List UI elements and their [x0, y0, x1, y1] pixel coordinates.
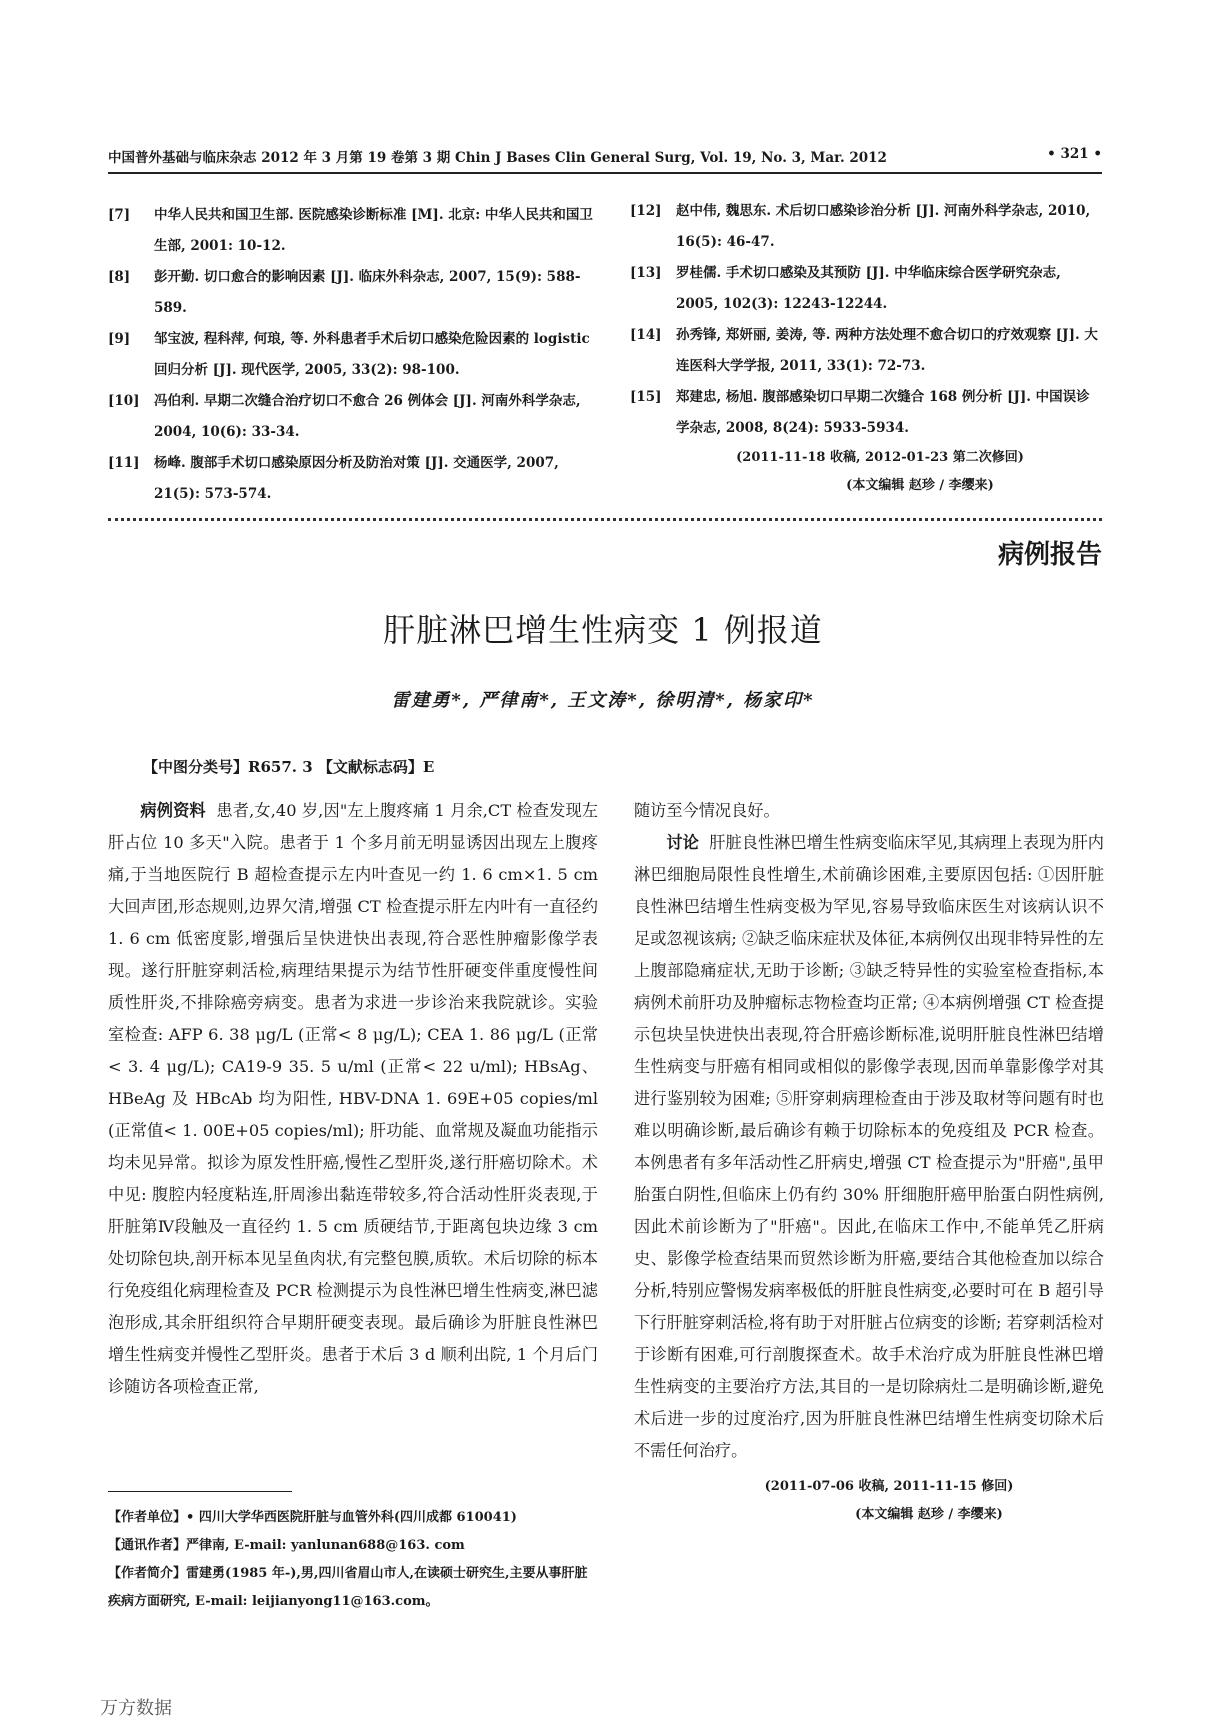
reference-item: [11] 杨峰. 腹部手术切口感染原因分析及防治对策 [J]. 交通医学, 2007, 21(5): 573-574.	[108, 455, 559, 502]
reference-item: [8] 彭开勤. 切口愈合的影响因素 [J]. 临床外科杂志, 2007, 15(9): 588-589.	[108, 269, 581, 316]
authors: 雷建勇*, 严律南*, 王文涛*, 徐明清*, 杨家印*	[391, 690, 815, 711]
reference-item: [15] 郑建忠, 杨旭. 腹部感染切口早期二次缝合 168 例分析 [J]. 中国误诊学杂志, 2008, 8(24): 5933-5934.	[630, 389, 1090, 436]
reference-item: [7] 中华人民共和国卫生部. 医院感染诊断标准 [M]. 北京: 中华人民共和国卫生部, 2001: 10-12.	[108, 207, 593, 254]
body-left-column	[108, 795, 598, 1403]
section-label: 病例报告	[997, 540, 1102, 570]
discussion-heading: 讨论	[666, 833, 699, 852]
editor: (本文编辑 赵珍 / 李缨来)	[855, 1507, 1003, 1522]
case-heading: 病例资料	[140, 801, 206, 820]
watermark: 万方数据	[100, 1698, 172, 1719]
received-date: (2011-07-06 收稿, 2011-11-15 修回)	[764, 1479, 1014, 1494]
reference-item: [9] 邹宝波, 程科萍, 何琅, 等. 外科患者手术后切口感染危险因素的 logistic 回归分析 [J]. 现代医学, 2005, 33(2): 98-100.	[108, 331, 590, 378]
reference-item: [12] 赵中伟, 魏思东. 术后切口感染诊治分析 [J]. 河南外科学杂志, 2010, 16(5): 46-47.	[630, 203, 1091, 250]
body-right-column	[634, 795, 1104, 1529]
article-title: 肝脏淋巴增生性病变 1 例报道	[383, 611, 823, 649]
footnotes	[108, 1504, 598, 1616]
author-bio: 【作者简介】雷建勇(1985 年-),男,四川省眉山市人,在读硕士研究生,主要从事肝脏疾病方面研究, E-mail: leijianyong11@163.com。	[108, 1566, 588, 1609]
case-paragraph	[108, 795, 598, 1403]
previous-editor: (本文编辑 赵珍 / 李缨来)	[846, 478, 994, 493]
discussion-text: 肝脏良性淋巴增生性病变临床罕见,其病理上表现为肝内淋巴细胞局限性良性增生,术前确诊困难,主要原因包括: ①因肝脏良性淋巴结增生性病变极为罕见,容易导致临床医生对该病认识不足或忽视该病; ②缺乏临床症状及体征,本病例仅出现非特异性的左上腹部隐痛症状,无助于诊断; ③缺乏特异性的实验室检查指标,本病例术前肝功及肿瘤标志物检查均正常; ④本病例增强 CT 检查提示包块呈快进快出表现,符合肝癌诊断标准,说明肝脏良性淋巴结增生性病变与肝癌有相同或相似的影像学表现,因而单靠影像学对其进行鉴别较为困难; ⑤肝穿刺病理检查由于涉及取材等问题有时也难以明确诊断,最后确诊有赖于切除标本的免疫组及 PCR 检查。本例患者有多年活动性乙肝病史,增强 CT 检查提示为"肝癌",虽甲胎蛋白阴性,但临床上仍有约 30% 肝细胞肝癌甲胎蛋白阴性病例,因此术前诊断为了"肝癌"。因此,在临床工作中,不能单凭乙肝病史、影像学检查结果而贸然诊断为肝癌,要结合其他检查加以综合分析,特别应警惕发病率极低的肝脏良性病变,必要时可在 B 超引导下行肝脏穿刺活检,将有助于对肝脏占位病变的诊断; 若穿刺活检对于诊断有困难,可行剖腹探查术。故手术治疗成为肝脏良性淋巴增生性病变的主要治疗方法,其目的一是切除病灶二是明确诊断,避免术后进一步的过度治疗,因为肝脏良性淋巴结增生性病变切除术后不需任何治疗。	[634, 833, 1104, 1460]
section-divider	[108, 518, 1102, 521]
references-right-column	[630, 196, 1100, 500]
references-left-column	[108, 200, 598, 510]
header-rule	[108, 172, 1102, 174]
footnote-rule	[108, 1491, 292, 1492]
reference-item: [14] 孙秀锋, 郑妍丽, 姜涛, 等. 两种方法处理不愈合切口的疗效观察 [J]. 大连医科大学学报, 2011, 33(1): 72-73.	[630, 327, 1098, 374]
corresponding-author: 【通讯作者】严律南, E-mail: yanlunan688@163. com	[108, 1538, 465, 1553]
reference-item: [10] 冯伯利. 早期二次缝合治疗切口不愈合 26 例体会 [J]. 河南外科学杂志, 2004, 10(6): 33-34.	[108, 393, 581, 440]
running-header	[108, 146, 1102, 168]
page-number: • 321 •	[1047, 146, 1102, 162]
author-unit: 【作者单位】• 四川大学华西医院肝脏与血管外科(四川成都 610041)	[108, 1510, 517, 1525]
reference-item: [13] 罗桂儒. 手术切口感染及其预防 [J]. 中华临床综合医学研究杂志, 2005, 102(3): 12243-12244.	[630, 265, 1061, 312]
classification-codes: 【中图分类号】R657. 3 【文献标志码】E	[143, 758, 435, 776]
journal-citation: 中国普外基础与临床杂志 2012 年 3 月第 19 卷第 3 期 Chin J Bases Clin General Surg, Vol. 19, No. 3, Mar. 2012	[108, 150, 887, 166]
case-continuation: 随访至今情况良好。	[634, 801, 780, 820]
case-text: 患者,女,40 岁,因"左上腹疼痛 1 月余,CT 检查发现左肝占位 10 多天"入院。患者于 1 个多月前无明显诱因出现左上腹疼痛,于当地医院行 B 超检查提示左内叶查见一约 1. 6 cm×1. 5 cm 大回声团,形态规则,边界欠清,增强 CT 检查提示肝左内叶有一直径约 1. 6 cm 低密度影,增强后呈快进快出表现,符合恶性肿瘤影像学表现。遂行肝脏穿刺活检,病理结果提示为结节性肝硬变伴重度慢性间质性肝炎,不排除癌旁病变。患者为求进一步诊治来我院就诊。实验室检查: AFP 6. 38 μg/L (正常< 8 μg/L); CEA 1. 86 μg/L (正常< 3. 4 μg/L); CA19-9 35. 5 u/ml (正常< 22 u/ml); HBsAg、HBeAg 及 HBcAb 均为阳性, HBV-DNA 1. 69E+05 copies/ml (正常值< 1. 00E+05 copies/ml); 肝功能、血常规及凝血功能指示均未见异常。拟诊为原发性肝癌,慢性乙型肝炎,遂行肝癌切除术。术中见: 腹腔内轻度粘连,肝周渗出黏连带较多,符合活动性肝炎表现,于肝脏第Ⅳ段触及一直径约 1. 5 cm 质硬结节,于距离包块边缘 3 cm 处切除包块,剖开标本见呈鱼肉状,有完整包膜,质软。术后切除的标本行免疫组化病理检查及 PCR 检测提示为良性淋巴增生性病变,淋巴滤泡形成,其余肝组织符合早期肝硬变表现。最后确诊为肝脏良性淋巴增生性病变并慢性乙型肝炎。患者于术后 3 d 顺利出院, 1 个月后门诊随访各项检查正常,	[108, 801, 599, 1396]
discussion-paragraph	[634, 827, 1104, 1467]
previous-received-date: (2011-11-18 收稿, 2012-01-23 第二次修回)	[736, 450, 1024, 465]
